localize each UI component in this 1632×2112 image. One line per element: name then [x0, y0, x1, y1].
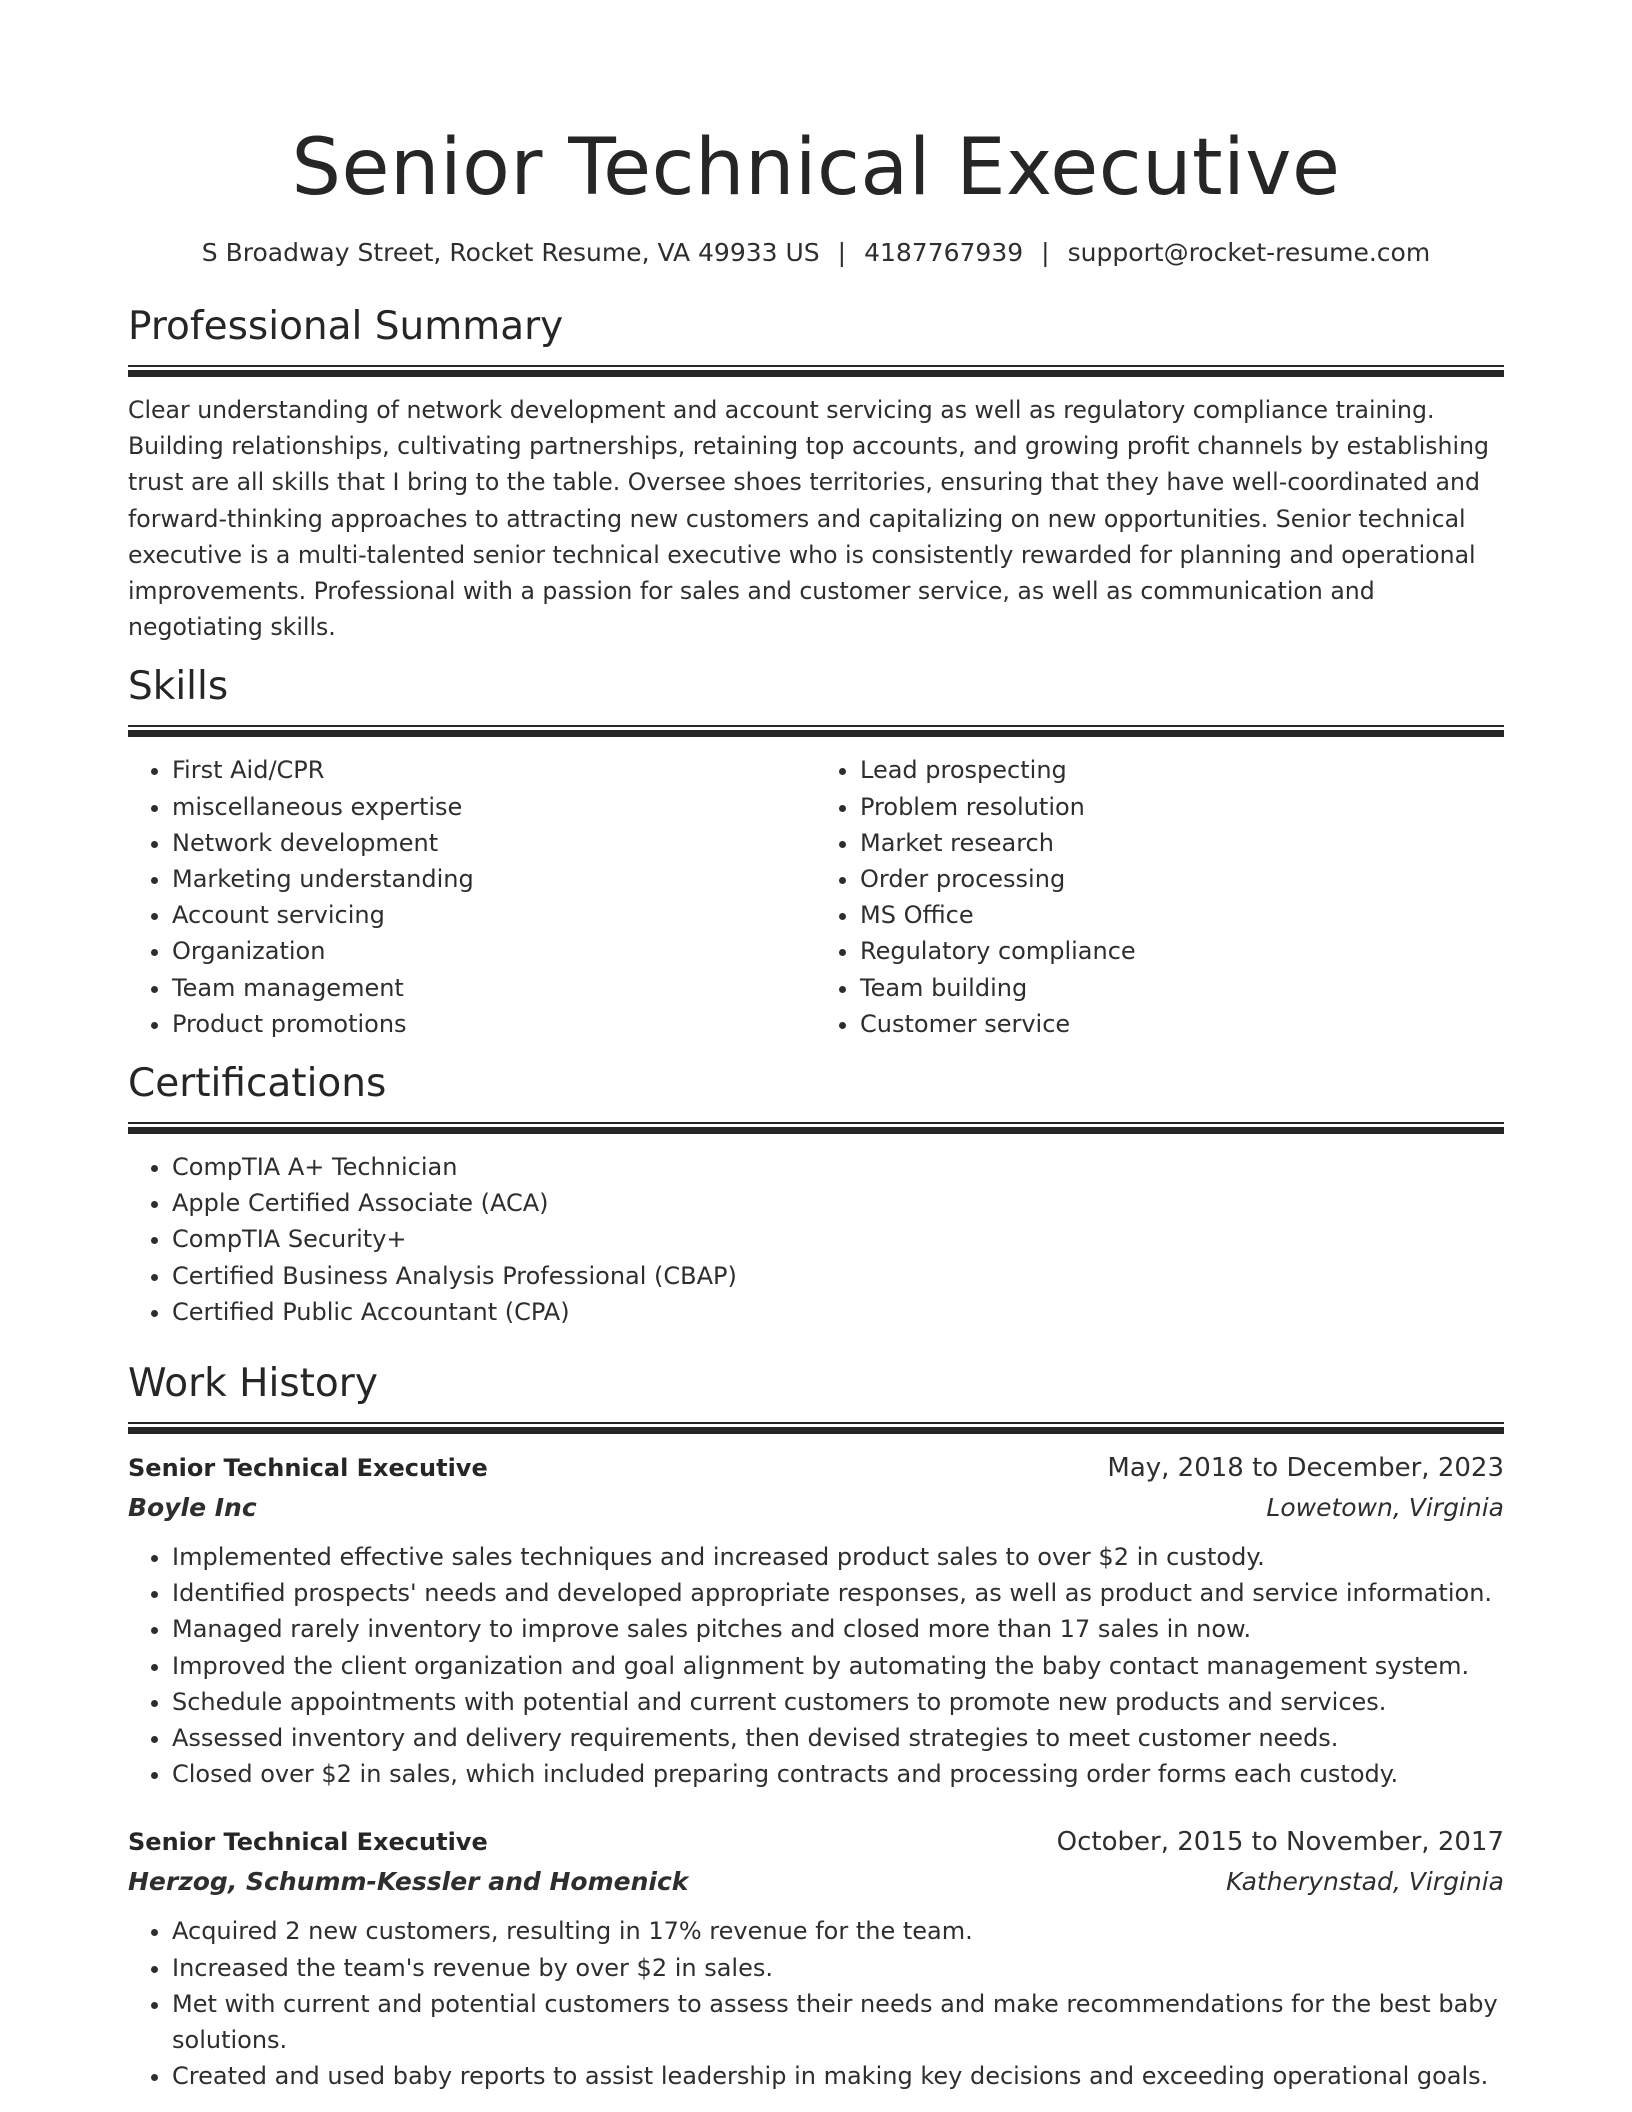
skill-item: • Account servicing: [172, 897, 816, 933]
contact-separator: |: [837, 238, 847, 267]
contact-separator: |: [1041, 238, 1050, 267]
job-bullet: • Identified prospects' needs and developed appropriate responses, as well as product and service information.: [172, 1575, 1504, 1611]
job-header-row: [128, 1448, 1504, 1488]
work-history-section: [128, 1360, 1504, 2094]
skill-item: • Team building: [860, 970, 1504, 1006]
job-bullets: [128, 1913, 1504, 2094]
job-header-row: [128, 1822, 1504, 1862]
skill-item: • Network development: [172, 825, 816, 861]
skill-item: • Marketing understanding: [172, 861, 816, 897]
section-divider: [128, 725, 1504, 737]
certifications-list: [128, 1149, 1504, 1330]
skill-item: • Product promotions: [172, 1006, 816, 1042]
contact-address: S Broadway Street, Rocket Resume, VA 49933 US: [201, 238, 820, 267]
certification-item: • CompTIA A+ Technician: [172, 1149, 1504, 1185]
job-bullet: • Created and used baby reports to assist leadership in making key decisions and exceeding operational goals.: [172, 2058, 1504, 2094]
certification-item: • Certified Public Accountant (CPA): [172, 1294, 1504, 1330]
summary-text: Clear understanding of network development and account servicing as well as regulatory compliance training. Building relationships, cultivating partnerships, retaining top accounts, and growing profit channels by establishing trust are all skills that I bring to the table. Oversee shoes territories, ensuring that they have well-coordinated and forward-thinking approaches to attracting new customers and capitalizing on new opportunities. Senior technical executive is a multi-talented senior technical executive who is consistently rewarded for planning and operational improvements. Professional with a passion for sales and customer service, as well as communication and negotiating skills.: [128, 396, 1489, 642]
job-location: Lowetown, Virginia: [1266, 1493, 1504, 1523]
skill-item: • Customer service: [860, 1006, 1504, 1042]
skill-item: • Problem resolution: [860, 789, 1504, 825]
contact-line: [128, 236, 1504, 270]
contact-phone: 4187767939: [864, 238, 1024, 267]
certification-item: • CompTIA Security+: [172, 1221, 1504, 1257]
job-entry: [128, 1822, 1504, 2094]
section-divider: [128, 1422, 1504, 1434]
job-title: Senior Technical Executive: [128, 1454, 488, 1483]
skill-item: • Regulatory compliance: [860, 933, 1504, 969]
section-title-summary: Professional Summary: [128, 304, 564, 349]
certification-item: • Certified Business Analysis Professional (CBAP): [172, 1258, 1504, 1294]
skills-section: [128, 663, 1504, 1042]
certification-item: • Apple Certified Associate (ACA): [172, 1185, 1504, 1221]
job-title: Senior Technical Executive: [128, 1828, 488, 1857]
job-bullet: • Implemented effective sales techniques and increased product sales to over $2 in custody.: [172, 1539, 1504, 1575]
job-entry: [128, 1448, 1504, 1792]
skills-list-left: [128, 752, 816, 1042]
job-subheader-row: [128, 1488, 1504, 1528]
job-company: Boyle Inc: [128, 1493, 257, 1523]
section-divider: [128, 365, 1504, 377]
section-divider: [128, 1122, 1504, 1134]
contact-email: support@rocket-resume.com: [1067, 238, 1431, 267]
skill-item: • Order processing: [860, 861, 1504, 897]
skill-item: • First Aid/CPR: [172, 752, 816, 788]
job-dates: October, 2015 to November, 2017: [1056, 1827, 1504, 1858]
skills-grid: [128, 752, 1504, 1042]
certifications-section: [128, 1060, 1504, 1330]
section-title-work-history: Work History: [128, 1361, 378, 1407]
job-bullet: • Closed over $2 in sales, which included preparing contracts and processing order forms each custody.: [172, 1756, 1504, 1792]
skill-item: • miscellaneous expertise: [172, 789, 816, 825]
job-bullet: • Acquired 2 new customers, resulting in 17% revenue for the team.: [172, 1913, 1504, 1949]
job-bullet: • Assessed inventory and delivery requirements, then devised strategies to meet customer needs.: [172, 1720, 1504, 1756]
skill-item: • Lead prospecting: [860, 752, 1504, 788]
skill-item: • MS Office: [860, 897, 1504, 933]
job-dates: May, 2018 to December, 2023: [1107, 1453, 1504, 1484]
summary-section: [128, 303, 1504, 645]
job-company: Herzog, Schumm-Kessler and Homenick: [128, 1867, 689, 1897]
job-bullet: • Improved the client organization and goal alignment by automating the baby contact management system.: [172, 1648, 1504, 1684]
skill-item: • Team management: [172, 970, 816, 1006]
skill-item: • Organization: [172, 933, 816, 969]
job-bullet: • Met with current and potential customers to assess their needs and make recommendations for the best baby solutions.: [172, 1986, 1504, 2058]
candidate-name: Senior Technical Executive: [291, 123, 1341, 213]
job-bullet: • Schedule appointments with potential and current customers to promote new products and services.: [172, 1684, 1504, 1720]
skill-item: • Market research: [860, 825, 1504, 861]
section-title-skills: Skills: [128, 664, 229, 710]
job-bullet: • Managed rarely inventory to improve sales pitches and closed more than 17 sales in now.: [172, 1611, 1504, 1647]
job-bullet: • Increased the team's revenue by over $2 in sales.: [172, 1950, 1504, 1986]
section-title-certifications: Certifications: [128, 1061, 387, 1107]
job-location: Katherynstad, Virginia: [1226, 1867, 1504, 1897]
skills-list-right: [816, 752, 1504, 1042]
job-subheader-row: [128, 1862, 1504, 1902]
job-bullets: [128, 1539, 1504, 1792]
